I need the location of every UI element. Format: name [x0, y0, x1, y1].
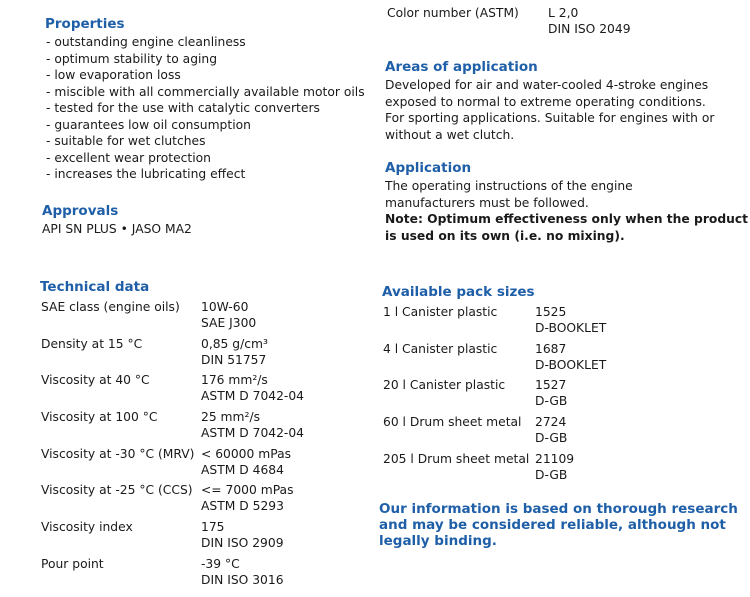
tech-label: Pour point [41, 557, 104, 571]
tech-value: 25 mm²/s [201, 410, 260, 424]
pack-number: 2724 [535, 415, 567, 429]
text-line: without a wet clutch. [385, 127, 515, 142]
areas-heading: Areas of application [385, 59, 538, 75]
areas-text [385, 77, 714, 143]
tech-value: 0,85 g/cm³ [201, 337, 268, 351]
pack-sizes-heading: Available pack sizes [382, 284, 535, 300]
pack-number: 1525 [535, 305, 567, 319]
tech-label: Viscosity at 100 °C [41, 410, 158, 424]
application-heading: Application [385, 160, 472, 176]
color-number-value: L 2,0 [548, 6, 579, 20]
pack-type: D-GB [535, 394, 568, 408]
pack-size: 60 l Drum sheet metal [383, 415, 522, 429]
color-number-standard: DIN ISO 2049 [548, 22, 631, 36]
tech-standard: DIN ISO 3016 [201, 573, 284, 587]
tech-label: Viscosity index [41, 520, 133, 534]
color-number-label: Color number (ASTM) [387, 6, 519, 20]
pack-number: 1527 [535, 378, 567, 392]
tech-standard: DIN 51757 [201, 353, 267, 367]
note-line: Note: Optimum effectiveness only when the product [385, 212, 749, 226]
pack-number: 21109 [535, 452, 575, 466]
list-item: - miscible with all commercially available motor oils [46, 84, 365, 99]
note-line: is used on its own (i.e. no mixing). [385, 228, 625, 243]
text-line: The operating instructions of the engine [385, 179, 633, 193]
tech-standard: DIN ISO 2909 [201, 536, 284, 550]
tech-value: 176 mm²/s [201, 373, 268, 387]
pack-type: D-BOOKLET [535, 358, 607, 372]
approvals-text: API SN PLUS • JASO MA2 [42, 222, 192, 236]
pack-type: D-GB [535, 468, 568, 482]
list-item: - low evaporation loss [46, 68, 181, 82]
tech-label: Density at 15 °C [41, 337, 143, 351]
tech-value: 10W-60 [201, 300, 249, 314]
list-item: - excellent wear protection [46, 150, 211, 165]
text-line: manufacturers must be followed. [385, 195, 589, 210]
tech-value: 175 [201, 520, 225, 534]
text-line: exposed to normal to extreme operating conditions. [385, 94, 706, 109]
technical-data-heading: Technical data [40, 279, 150, 295]
list-item: - outstanding engine cleanliness [46, 35, 246, 49]
disclaimer-line: Our information is based on thorough research [379, 501, 738, 517]
list-item: - guarantees low oil consumption [46, 117, 251, 132]
disclaimer [379, 501, 738, 549]
tech-value: -39 °C [201, 557, 240, 571]
list-item: - optimum stability to aging [46, 51, 218, 66]
pack-type: D-GB [535, 431, 568, 445]
tech-label: Viscosity at 40 °C [41, 373, 150, 387]
list-item: - increases the lubricating effect [46, 167, 246, 181]
tech-label: SAE class (engine oils) [41, 300, 180, 314]
tech-value: < 60000 mPas [201, 447, 292, 461]
tech-label: Viscosity at -25 °C (CCS) [41, 483, 193, 497]
pack-type: D-BOOKLET [535, 321, 607, 335]
tech-value: <= 7000 mPas [201, 483, 294, 497]
properties-heading: Properties [45, 16, 125, 32]
properties-list [46, 34, 365, 183]
pack-size: 1 l Canister plastic [383, 305, 498, 319]
disclaimer-line: legally binding. [379, 533, 497, 549]
text-line: For sporting applications. Suitable for engines with or [385, 111, 715, 125]
pack-size: 20 l Canister plastic [383, 378, 506, 392]
approvals-heading: Approvals [42, 203, 119, 219]
list-item: - suitable for wet clutches [46, 134, 206, 148]
tech-standard: ASTM D 7042-04 [201, 389, 305, 403]
list-item: - tested for the use with catalytic converters [46, 101, 320, 115]
pack-size: 4 l Canister plastic [383, 342, 498, 356]
tech-standard: ASTM D 4684 [201, 463, 284, 477]
tech-label: Viscosity at -30 °C (MRV) [41, 447, 195, 461]
pack-size: 205 l Drum sheet metal [383, 452, 530, 466]
tech-standard: SAE J300 [201, 316, 257, 330]
disclaimer-line: and may be considered reliable, although not [379, 517, 726, 533]
tech-standard: ASTM D 7042-04 [201, 426, 305, 440]
application-text [385, 178, 748, 244]
tech-standard: ASTM D 5293 [201, 499, 284, 513]
text-line: Developed for air and water-cooled 4-stroke engines [385, 78, 709, 92]
pack-number: 1687 [535, 342, 567, 356]
